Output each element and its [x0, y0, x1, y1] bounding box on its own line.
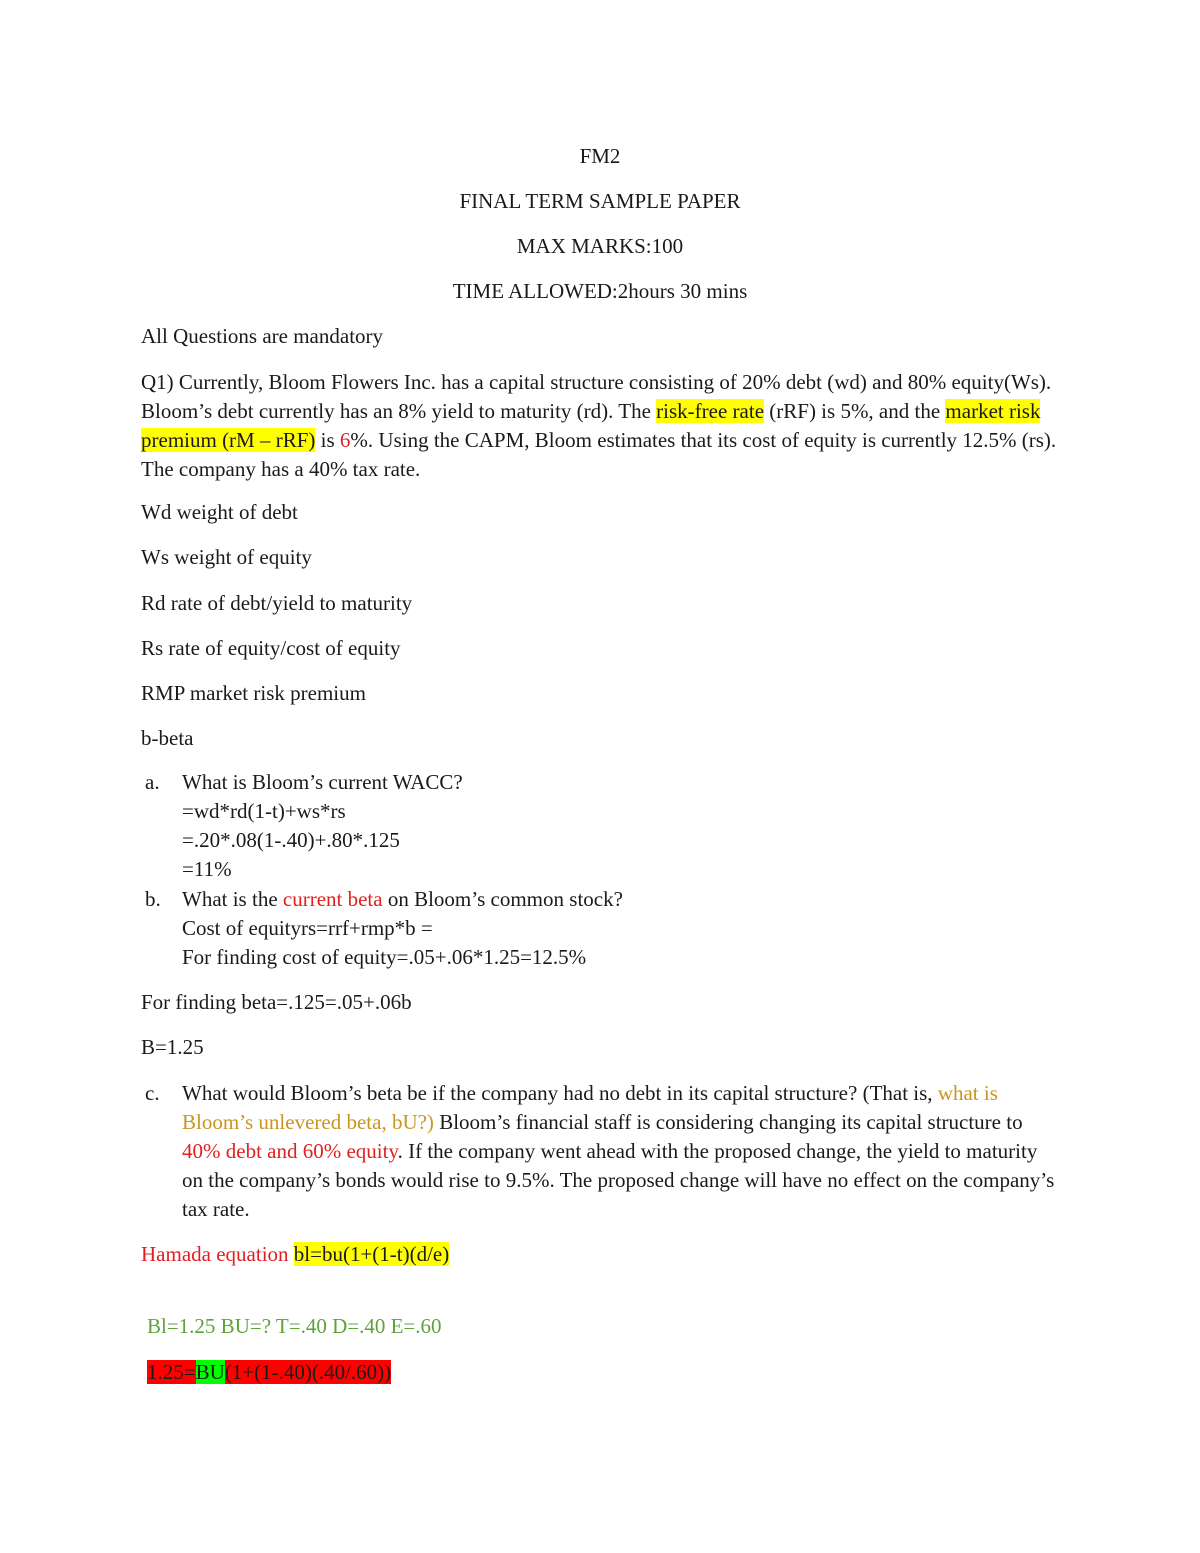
- wacc-substitution: =.20*.08(1-.40)+.80*.125: [182, 828, 400, 852]
- part-c-text-3: . If the company went ahead with the proposed change, the yield to maturity on the company’s bonds would rise to 9.5%. The proposed change will have no effect on the company’s tax rate.: [182, 1139, 1055, 1221]
- q1-text-2: (rRF) is 5%, and the: [764, 399, 946, 423]
- part-c-question: [182, 1079, 1062, 1224]
- definition-rd: Rd rate of debt/yield to maturity: [141, 591, 413, 615]
- definition-rs: Rs rate of equity/cost of equity: [141, 636, 401, 660]
- course-code: FM2: [579, 144, 621, 168]
- wacc-formula: =wd*rd(1-t)+ws*rs: [182, 799, 346, 823]
- definition-beta: b-beta: [141, 726, 194, 750]
- definition-rmp: RMP market risk premium: [141, 681, 366, 705]
- part-a-marker: a.: [145, 770, 160, 794]
- current-beta-text: current beta: [282, 887, 383, 911]
- beta-calculation: For finding beta=.125=.05+.06b: [141, 990, 412, 1014]
- given-values: Bl=1.25 BU=? T=.40 D=.40 E=.60: [147, 1314, 442, 1338]
- instructions: All Questions are mandatory: [141, 324, 384, 348]
- hamada-formula: bl=bu(1+(1-t)(d/e): [293, 1242, 450, 1266]
- part-a-question: What is Bloom’s current WACC?: [182, 770, 463, 794]
- question-1-text: [141, 368, 1061, 484]
- part-c-text-2: Bloom’s financial staff is considering changing its capital structure to: [433, 1110, 1023, 1134]
- q1-text-1: Q1) Currently, Bloom Flowers Inc. has a capital structure consisting of 20% debt (wd) and 80% equity(Ws). Bloom’s debt currently has an 8% yield to maturity (rd). The: [141, 370, 1052, 423]
- hamada-equation: [141, 1240, 449, 1268]
- part-c-text-1: What would Bloom’s beta be if the company had no debt in its capital structure? (That is,: [182, 1081, 938, 1105]
- part-b-text-2: on Bloom’s common stock?: [382, 887, 623, 911]
- part-b-question: [182, 885, 623, 913]
- equation-part-2: BU: [195, 1360, 225, 1384]
- time-allowed: TIME ALLOWED:2hours 30 mins: [452, 279, 748, 303]
- unlevered-beta-text: what is Bloom’s unlevered beta, bU?): [182, 1081, 998, 1134]
- definition-wd: Wd weight of debt: [141, 500, 298, 524]
- beta-result: B=1.25: [141, 1035, 204, 1059]
- proposed-structure-text: 40% debt and 60% equity: [182, 1139, 398, 1163]
- cost-of-equity-calc: For finding cost of equity=.05+.06*1.25=12.5%: [182, 945, 587, 969]
- q1-text-3: is: [315, 428, 340, 452]
- market-risk-premium-value: 6: [339, 428, 351, 452]
- part-b-text-1: What is the: [182, 887, 283, 911]
- cost-of-equity-formula: Cost of equityrs=rrf+rmp*b =: [182, 916, 433, 940]
- equation-part-3: (1+(1-.40)(.40/.60)): [224, 1360, 392, 1384]
- definition-ws: Ws weight of equity: [141, 545, 312, 569]
- market-risk-premium-highlight: market risk premium (rM – rRF): [141, 399, 1041, 452]
- paper-title: FINAL TERM SAMPLE PAPER: [459, 189, 741, 213]
- part-b-marker: b.: [145, 887, 161, 911]
- q1-text-4: %. Using the CAPM, Bloom estimates that its cost of equity is currently 12.5% (rs). The company has a 40% tax rate.: [141, 428, 1057, 481]
- equation-part-1: 1.25=: [147, 1360, 196, 1384]
- max-marks: MAX MARKS:100: [516, 234, 684, 258]
- hamada-label: Hamada equation: [141, 1242, 294, 1266]
- hamada-substitution: [147, 1358, 391, 1386]
- wacc-result: =11%: [182, 857, 232, 881]
- risk-free-rate-highlight: risk-free rate: [656, 399, 765, 423]
- part-c-marker: c.: [145, 1081, 160, 1105]
